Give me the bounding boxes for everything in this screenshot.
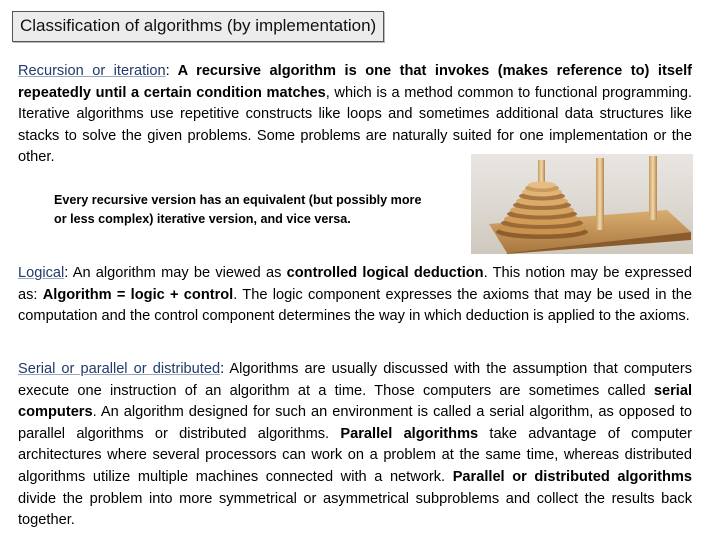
serial-text-2: . An algorithm designed for such an environment is called a serial algorithm, as opposed to parallel algorithms or distributed algorithms.	[18, 404, 692, 442]
tower-of-hanoi-icon	[471, 154, 693, 254]
recursion-paragraph	[18, 61, 692, 169]
serial-text-3: take advantage of computer architectures where several processors can work on a problem at the same time, whereas distributed algorithms utilize multiple machines connected with a network.	[18, 425, 692, 485]
disk-stack	[496, 182, 588, 240]
peg-middle	[596, 158, 604, 230]
serial-paragraph	[18, 359, 692, 532]
serial-bold-3: Parallel or distributed algorithms	[452, 468, 692, 485]
tower-of-hanoi-image	[471, 154, 693, 254]
slide-title-text: Classification of algorithms (by implementation)	[20, 16, 377, 35]
peg-right	[649, 156, 657, 220]
serial-text-1: : Algorithms are usually discussed with the assumption that computers execute one instruction of an algorithm at a time. Those computers are sometimes called	[18, 361, 692, 399]
serial-term: Serial or parallel or distributed	[18, 361, 221, 377]
peg-left	[538, 160, 545, 184]
serial-bold-1: serial computers	[18, 382, 692, 421]
logical-term: Logical	[18, 265, 65, 281]
slide-title	[12, 11, 384, 42]
logical-text-3: . The logic component expresses the axioms that may be used in the computation and the control component determines the way in which deduction is applied to the axioms.	[18, 286, 692, 325]
logical-bold-1: controlled logical deduction	[286, 265, 484, 281]
logical-text-2: . This notion may be expressed as:	[18, 265, 693, 303]
logical-bold-2: Algorithm = logic + control	[42, 286, 234, 303]
recursion-sep: :	[165, 63, 170, 79]
logical-text-1: : An algorithm may be viewed as	[64, 265, 287, 281]
recursion-note	[54, 191, 434, 229]
recursion-term: Recursion or iteration	[18, 63, 166, 79]
recursion-bold-text: A recursive algorithm is one that invokes (makes reference to) itself repeatedly until a certain condition matches	[18, 63, 692, 101]
recursion-body-text: , which is a method common to functional programming. Iterative algorithms use repetitive constructs like loops and sometimes additional data structures like stacks to solve the given problems. Some problems are naturally suited for one implementation or the other.	[18, 84, 692, 166]
logical-paragraph	[18, 263, 692, 328]
serial-bold-2: Parallel algorithms	[340, 425, 479, 442]
recursion-note-text: Every recursive version has an equivalent (but possibly more or less complex) iterative version, and vice versa.	[54, 193, 422, 226]
serial-text-4: divide the problem into more symmetrical or asymmetrical subproblems and collect the results back together.	[18, 490, 692, 529]
